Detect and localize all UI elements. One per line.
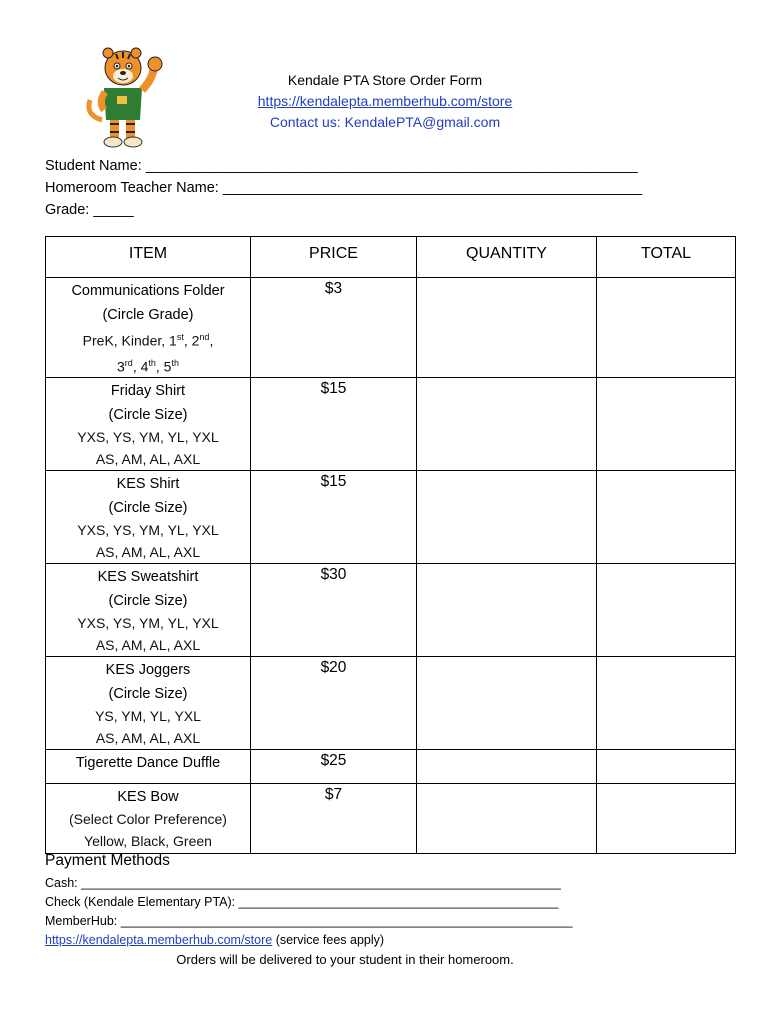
- service-fee-note: (service fees apply): [272, 933, 385, 947]
- item-cell: [46, 564, 251, 657]
- item-option-line: AS, AM, AL, AXL: [95, 637, 201, 654]
- item-sub: (Circle Size): [108, 593, 188, 610]
- quantity-cell[interactable]: [417, 278, 597, 378]
- store-link[interactable]: https://kendalepta.memberhub.com/store: [257, 93, 513, 109]
- item-name: Friday Shirt: [110, 383, 186, 400]
- item-name: KES Sweatshirt: [97, 569, 199, 586]
- payment-link-line: [45, 931, 725, 950]
- total-cell[interactable]: [597, 378, 736, 471]
- table-row: [46, 784, 736, 854]
- total-cell[interactable]: [597, 750, 736, 784]
- total-cell[interactable]: [597, 471, 736, 564]
- price-cell: $15: [251, 471, 417, 564]
- item-cell: [46, 378, 251, 471]
- memberhub-store-link[interactable]: https://kendalepta.memberhub.com/store: [45, 933, 273, 947]
- price-cell: $7: [251, 784, 417, 854]
- quantity-cell[interactable]: [417, 750, 597, 784]
- memberhub-field[interactable]: MemberHub: _________________________________________________________________: [45, 914, 573, 928]
- price-cell: $15: [251, 378, 417, 471]
- item-cell: [46, 750, 251, 784]
- item-option-line: YXS, YS, YM, YL, YXL: [77, 522, 219, 539]
- header-total: TOTAL: [597, 237, 736, 278]
- item-option-line: PreK, Kinder, 1st, 2nd,: [82, 332, 214, 349]
- item-cell: [46, 784, 251, 854]
- item-option-line: YS, YM, YL, YXL: [95, 708, 201, 725]
- total-cell[interactable]: [597, 657, 736, 750]
- table-row: [46, 657, 736, 750]
- grade-field[interactable]: Grade: _____: [45, 202, 134, 218]
- cash-field[interactable]: Cash: _____________________________________________________________________: [45, 876, 561, 890]
- price-cell: $30: [251, 564, 417, 657]
- item-sub: (Circle Grade): [102, 307, 194, 323]
- item-sub: (Circle Size): [108, 500, 188, 517]
- item-option-line: YXS, YS, YM, YL, YXL: [77, 429, 219, 446]
- total-cell[interactable]: [597, 784, 736, 854]
- item-option-line: YXS, YS, YM, YL, YXL: [77, 615, 219, 632]
- homeroom-teacher-field[interactable]: Homeroom Teacher Name: ____________________________________________________: [45, 180, 643, 196]
- payment-title: Payment Methods: [45, 852, 170, 869]
- form-title: Kendale PTA Store Order Form: [287, 72, 483, 88]
- table-row: [46, 750, 736, 784]
- item-sub: (Circle Size): [108, 686, 188, 703]
- payment-section: [45, 850, 725, 970]
- item-cell: [46, 278, 251, 378]
- total-cell[interactable]: [597, 564, 736, 657]
- form-header: [0, 70, 770, 133]
- quantity-cell[interactable]: [417, 784, 597, 854]
- price-cell: $20: [251, 657, 417, 750]
- item-name: KES Joggers: [105, 662, 191, 679]
- item-name: Tigerette Dance Duffle: [75, 755, 221, 772]
- order-table: [45, 236, 736, 854]
- table-row: [46, 564, 736, 657]
- item-option-line: Yellow, Black, Green: [84, 833, 212, 850]
- item-cell: [46, 471, 251, 564]
- item-option-line: 3rd, 4th, 5th: [117, 357, 179, 375]
- contact-email[interactable]: Contact us: KendalePTA@gmail.com: [269, 114, 501, 130]
- student-fields: [45, 155, 642, 221]
- quantity-cell[interactable]: [417, 564, 597, 657]
- table-header-row: [46, 237, 736, 278]
- price-cell: $25: [251, 750, 417, 784]
- table-row: [46, 378, 736, 471]
- quantity-cell[interactable]: [417, 657, 597, 750]
- item-name: KES Bow: [117, 789, 179, 806]
- item-option-line: AS, AM, AL, AXL: [95, 544, 201, 561]
- total-cell[interactable]: [597, 278, 736, 378]
- item-cell: [46, 657, 251, 750]
- delivery-note: Orders will be delivered to your student in their homeroom.: [176, 952, 514, 967]
- header-item: ITEM: [46, 237, 251, 278]
- item-option-line: AS, AM, AL, AXL: [95, 451, 201, 468]
- check-field[interactable]: Check (Kendale Elementary PTA): ______________________________________________: [45, 895, 559, 909]
- header-quantity: QUANTITY: [417, 237, 597, 278]
- item-name: Communications Folder: [71, 283, 225, 299]
- item-option-line: (Select Color Preference): [69, 811, 227, 828]
- table-row: [46, 278, 736, 378]
- item-option-line: AS, AM, AL, AXL: [95, 730, 201, 747]
- header-price: PRICE: [251, 237, 417, 278]
- quantity-cell[interactable]: [417, 471, 597, 564]
- item-sub: (Circle Size): [108, 407, 188, 424]
- table-row: [46, 471, 736, 564]
- quantity-cell[interactable]: [417, 378, 597, 471]
- item-name: KES Shirt: [116, 476, 180, 493]
- student-name-field[interactable]: Student Name: _____________________________________________________________: [45, 158, 638, 174]
- price-cell: $3: [251, 278, 417, 378]
